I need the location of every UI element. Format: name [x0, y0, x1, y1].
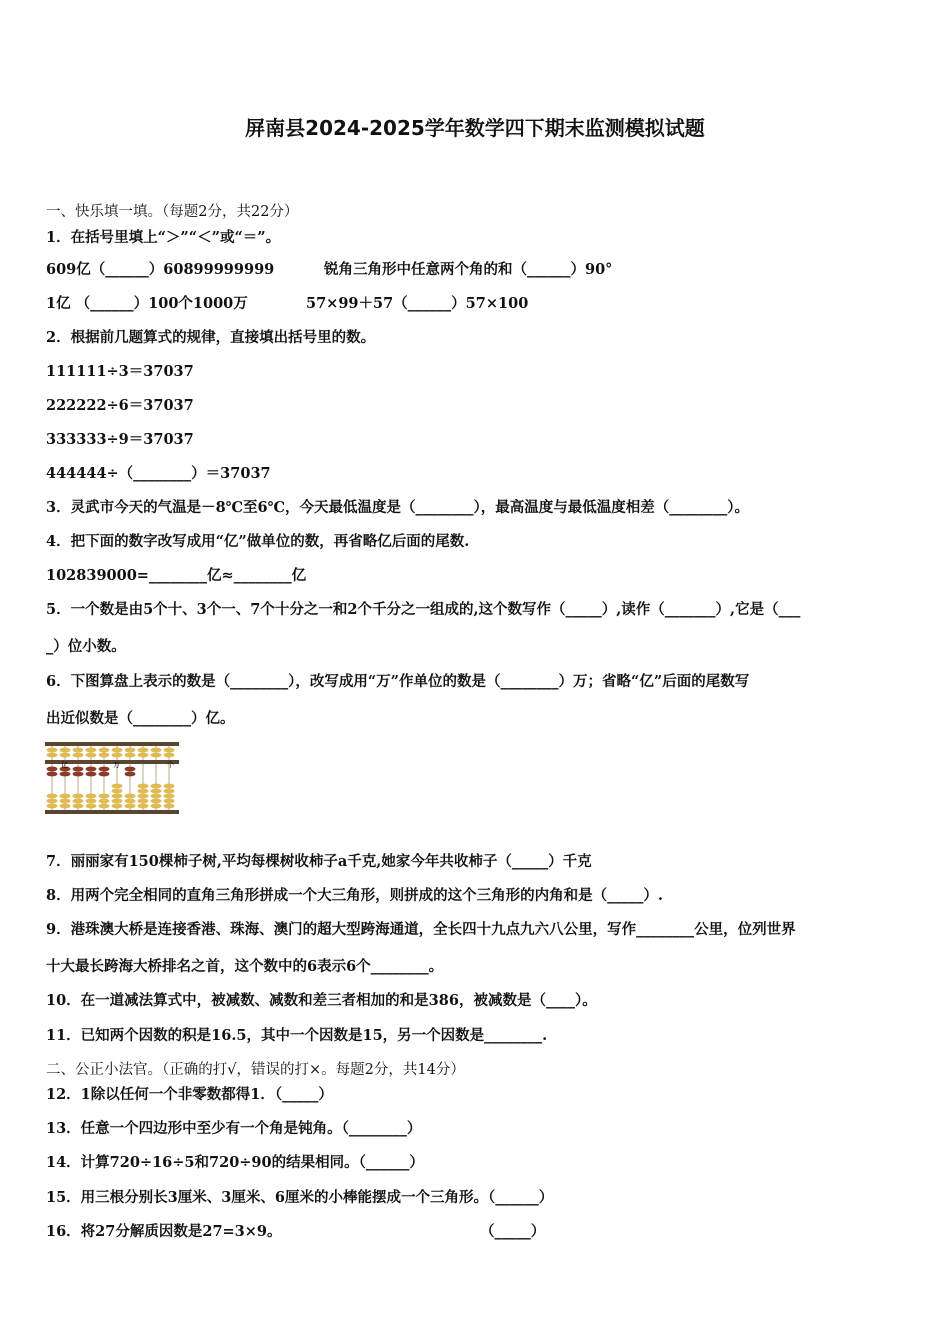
question-5-cont: _）位小数。	[46, 638, 126, 655]
abacus-lower-bead	[99, 794, 110, 799]
abacus-lower-bead	[73, 794, 84, 799]
question-11: 11．已知两个因数的积是16.5，其中一个因数是15，另一个因数是________.	[46, 1027, 548, 1044]
abacus-lower-bead	[164, 794, 175, 799]
abacus-lower-bead	[99, 799, 110, 804]
abacus-label-yi: 亿	[61, 761, 68, 769]
question-9-cont: 十大最长跨海大桥排名之首，这个数中的6表示6个________。	[46, 958, 444, 975]
abacus-upper-bead	[73, 748, 84, 753]
abacus-lower-bead	[125, 767, 136, 772]
abacus-upper-bead	[60, 753, 71, 758]
abacus-lower-bead	[99, 804, 110, 809]
abacus-lower-bead	[47, 804, 58, 809]
abacus-lower-bead	[164, 804, 175, 809]
abacus-upper-bead	[151, 753, 162, 758]
q1-item-a: 609亿（______）60899999999	[46, 261, 275, 278]
abacus-lower-bead	[86, 767, 97, 772]
question-5: 5．一个数是由5个十、3个一、7个十分之一和2个千分之一组成的,这个数写作（_____）,读作（_______）,它是（___	[46, 601, 801, 618]
abacus-lower-bead	[164, 799, 175, 804]
abacus-lower-bead	[125, 799, 136, 804]
q2-eq-4: 444444÷（________）＝37037	[46, 465, 271, 482]
abacus-lower-bead	[138, 789, 149, 794]
abacus-upper-bead	[138, 753, 149, 758]
question-16: 16．将27分解质因数是27=3×9。	[46, 1223, 282, 1240]
question-6: 6．下图算盘上表示的数是（________），改写成用“万”作单位的数是（________）万；省略“亿”后面的尾数写	[46, 673, 750, 690]
abacus-upper-bead	[47, 753, 58, 758]
section-heading-2: 二、公正小法官。（正确的打√，错误的打×。每题2分，共14分）	[46, 1062, 465, 1078]
q2-eq-3: 333333÷9＝37037	[46, 431, 194, 448]
abacus-lower-bead	[86, 794, 97, 799]
abacus-lower-bead	[112, 799, 123, 804]
question-8: 8．用两个完全相同的直角三角形拼成一个大三角形，则拼成的这个三角形的内角和是（_____）.	[46, 887, 663, 904]
abacus-lower-bead	[73, 767, 84, 772]
abacus-top-frame	[45, 742, 179, 746]
q2-eq-2: 222222÷6＝37037	[46, 397, 194, 414]
abacus-lower-bead	[138, 804, 149, 809]
abacus-lower-bead	[86, 799, 97, 804]
abacus-lower-bead	[125, 804, 136, 809]
abacus-lower-bead	[164, 789, 175, 794]
abacus-lower-bead	[73, 772, 84, 777]
abacus-lower-bead	[151, 799, 162, 804]
abacus-lower-bead	[138, 799, 149, 804]
question-13: 13．任意一个四边形中至少有一个角是钝角。（________）	[46, 1120, 422, 1137]
question-16-answer-blank: （_____）	[480, 1223, 546, 1240]
question-2: 2．根据前几题算式的规律，直接填出括号里的数。	[46, 329, 376, 346]
q2-eq-1: 111111÷3＝37037	[46, 363, 194, 380]
question-9: 9．港珠澳大桥是连接香港、珠海、澳门的超大型跨海通道，全长四十九点九六八公里，写作________公里，位列世界	[46, 921, 796, 938]
abacus-upper-bead	[125, 748, 136, 753]
abacus-lower-bead	[47, 799, 58, 804]
abacus-lower-bead	[138, 784, 149, 789]
question-6-cont: 出近似数是（________）亿。	[46, 710, 235, 727]
abacus-upper-bead	[99, 748, 110, 753]
abacus-lower-bead	[99, 772, 110, 777]
abacus-lower-bead	[60, 772, 71, 777]
q4-expression: 102839000=________亿≈________亿	[46, 567, 307, 584]
abacus-upper-bead	[164, 748, 175, 753]
abacus-lower-bead	[73, 804, 84, 809]
q1-item-c: 1亿 （______）100个1000万	[46, 295, 248, 312]
question-14: 14．计算720÷16÷5和720÷90的结果相同。（______）	[46, 1154, 424, 1171]
abacus-lower-bead	[125, 794, 136, 799]
abacus-upper-bead	[151, 748, 162, 753]
abacus-upper-bead	[112, 753, 123, 758]
abacus-lower-bead	[47, 772, 58, 777]
abacus-bottom-frame	[45, 810, 179, 814]
abacus-lower-bead	[151, 784, 162, 789]
abacus-lower-bead	[47, 767, 58, 772]
abacus-lower-bead	[60, 804, 71, 809]
abacus-lower-bead	[151, 794, 162, 799]
abacus-lower-bead	[112, 784, 123, 789]
abacus-lower-bead	[99, 767, 110, 772]
q1-item-b: 锐角三角形中任意两个角的和（______）90°	[324, 261, 613, 278]
abacus-upper-bead	[86, 748, 97, 753]
question-12: 12．1除以任何一个非零数都得1．（_____）	[46, 1086, 333, 1103]
question-10: 10．在一道减法算式中，被减数、减数和差三者相加的和是386，被减数是（____）。	[46, 992, 597, 1009]
abacus-label-ge: 个	[167, 761, 174, 769]
abacus-upper-bead	[112, 748, 123, 753]
abacus-upper-bead	[164, 753, 175, 758]
question-4: 4．把下面的数字改写成用“亿”做单位的数，再省略亿后面的尾数.	[46, 533, 470, 550]
q1-item-d: 57×99＋57（______）57×100	[306, 295, 529, 312]
abacus-lower-bead	[125, 772, 136, 777]
abacus-upper-bead	[73, 753, 84, 758]
abacus-lower-bead	[138, 794, 149, 799]
abacus-lower-bead	[47, 794, 58, 799]
abacus-lower-bead	[151, 789, 162, 794]
abacus-upper-bead	[125, 753, 136, 758]
abacus-upper-bead	[138, 748, 149, 753]
abacus-upper-bead	[99, 753, 110, 758]
abacus-lower-bead	[86, 772, 97, 777]
abacus-lower-bead	[60, 799, 71, 804]
abacus-lower-bead	[112, 804, 123, 809]
question-3: 3．灵武市今天的气温是－8℃至6℃，今天最低温度是（________），最高温度与最低温度相差（________）。	[46, 499, 750, 516]
question-1: 1．在括号里填上“＞”“＜”或“＝”。	[46, 229, 281, 246]
abacus-upper-bead	[86, 753, 97, 758]
abacus-upper-bead	[47, 748, 58, 753]
abacus-lower-bead	[164, 784, 175, 789]
abacus-lower-bead	[151, 804, 162, 809]
abacus-lower-bead	[112, 794, 123, 799]
abacus-lower-bead	[60, 794, 71, 799]
abacus-image	[45, 742, 179, 814]
abacus-lower-bead	[86, 804, 97, 809]
question-15: 15．用三根分别长3厘米、3厘米、6厘米的小棒能摆成一个三角形。（______）	[46, 1189, 554, 1206]
abacus-lower-bead	[73, 799, 84, 804]
abacus-lower-bead	[112, 789, 123, 794]
abacus-upper-bead	[60, 748, 71, 753]
section-heading-1: 一、快乐填一填。（每题2分，共22分）	[46, 204, 299, 220]
question-7: 7．丽丽家有150棵柿子树,平均每棵树收柿子a千克,她家今年共收柿子（_____）千克	[46, 853, 592, 870]
page-title: 屏南县2024-2025学年数学四下期末监测模拟试题	[245, 116, 705, 140]
abacus-label-wan: 万	[113, 761, 120, 769]
